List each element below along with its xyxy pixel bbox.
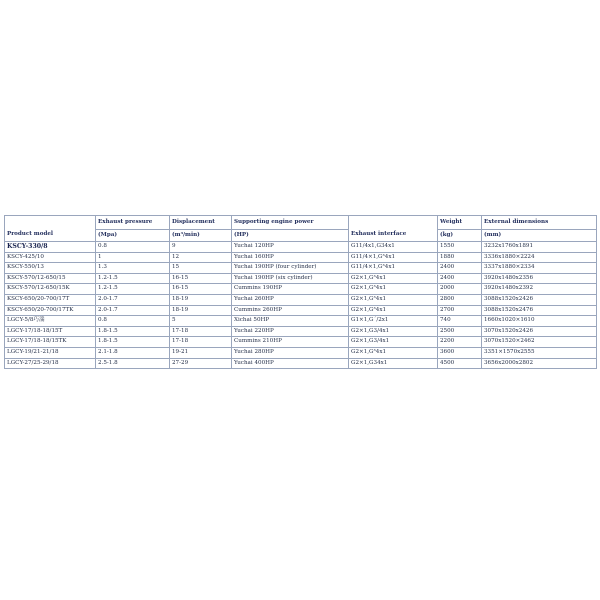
- interface-cell: G2×1,G34x1: [349, 358, 438, 369]
- model-cell: LGCY-19/21-21/18: [5, 347, 96, 358]
- dimensions-cell: 3088x1520x2476: [482, 305, 597, 316]
- pressure-cell: 1.2-1.5: [96, 284, 170, 295]
- interface-cell: G2×1,G³4x1: [349, 294, 438, 305]
- header-exhaust-pressure: Exhaust pressure: [96, 216, 170, 230]
- dimensions-cell: 3070x1520×2462: [482, 337, 597, 348]
- displacement-cell: 17-18: [170, 337, 232, 348]
- engine-cell: Yuchai 120HP: [232, 242, 349, 253]
- pressure-cell: 1.2-1.5: [96, 273, 170, 284]
- unit-pressure: (Mpa): [96, 230, 170, 242]
- interface-cell: G2×1,G3/4x1: [349, 326, 438, 337]
- table-row: [5, 305, 597, 316]
- engine-cell: Yuchai 260HP: [232, 294, 349, 305]
- table-row: [5, 326, 597, 337]
- spec-table: [4, 215, 597, 369]
- interface-cell: G2×1,G³4x1: [349, 347, 438, 358]
- table-row: [5, 263, 597, 274]
- weight-cell: 4500: [438, 358, 482, 369]
- engine-cell: Cummins 210HP: [232, 337, 349, 348]
- pressure-cell: 2.5-1.8: [96, 358, 170, 369]
- weight-cell: 2700: [438, 305, 482, 316]
- displacement-cell: 16-15: [170, 284, 232, 295]
- table-header-row: [5, 216, 597, 230]
- weight-cell: 1550: [438, 242, 482, 253]
- weight-cell: 2200: [438, 337, 482, 348]
- model-cell: LGCY-5/8巧湍: [5, 316, 96, 327]
- engine-cell: Yuchai 400HP: [232, 358, 349, 369]
- displacement-cell: 17-18: [170, 326, 232, 337]
- dimensions-cell: 3336x1880×2224: [482, 252, 597, 263]
- pressure-cell: 2.0-1.7: [96, 294, 170, 305]
- table-row: [5, 347, 597, 358]
- displacement-cell: 16-15: [170, 273, 232, 284]
- model-cell: KSCY-330/8: [5, 242, 96, 253]
- weight-cell: 2400: [438, 263, 482, 274]
- table-row: [5, 358, 597, 369]
- table-row: [5, 252, 597, 263]
- model-cell: KSCY-570/12-650/15K: [5, 284, 96, 295]
- pressure-cell: 1: [96, 252, 170, 263]
- dimensions-cell: 3232x1760x1891: [482, 242, 597, 253]
- model-cell: KSCY-570/12-650/15: [5, 273, 96, 284]
- model-cell: LGCY-17/18-18/15T: [5, 326, 96, 337]
- model-cell: KSCY-650/20-700/17TK: [5, 305, 96, 316]
- interface-cell: G2×1,G³4x1: [349, 284, 438, 295]
- table-row: [5, 294, 597, 305]
- displacement-cell: 19-21: [170, 347, 232, 358]
- interface-cell: G11/4x1,G34x1: [349, 242, 438, 253]
- displacement-cell: 12: [170, 252, 232, 263]
- dimensions-cell: 3351×1570x2555: [482, 347, 597, 358]
- dimensions-cell: 3920x1480x2356: [482, 273, 597, 284]
- weight-cell: 3600: [438, 347, 482, 358]
- displacement-cell: 15: [170, 263, 232, 274]
- engine-cell: Cummins 190HP: [232, 284, 349, 295]
- displacement-cell: 9: [170, 242, 232, 253]
- interface-cell: G11/4×1,G³4x1: [349, 252, 438, 263]
- engine-cell: Yuchai 220HP: [232, 326, 349, 337]
- displacement-cell: 18-19: [170, 294, 232, 305]
- dimensions-cell: 3070x1520x2426: [482, 326, 597, 337]
- model-cell: KSCY-425/10: [5, 252, 96, 263]
- pressure-cell: 0.8: [96, 316, 170, 327]
- header-dimensions: External dimensions: [482, 216, 597, 230]
- header-exhaust-interface: Exhaust interface: [349, 216, 438, 242]
- unit-weight: (kg): [438, 230, 482, 242]
- weight-cell: 2500: [438, 326, 482, 337]
- header-product-model: Product model: [5, 216, 96, 242]
- engine-cell: Yuchai 190HP (four cylinder): [232, 263, 349, 274]
- weight-cell: 2800: [438, 294, 482, 305]
- displacement-cell: 18-19: [170, 305, 232, 316]
- unit-engine-power: (HP): [232, 230, 349, 242]
- table-row: [5, 273, 597, 284]
- engine-cell: Xichai 50HP: [232, 316, 349, 327]
- interface-cell: G2×1,G³4x1: [349, 273, 438, 284]
- engine-cell: Yuchai 190HP (six cylinder): [232, 273, 349, 284]
- model-cell: KSCY-650/20-700/17T: [5, 294, 96, 305]
- engine-cell: Yuchai 280HP: [232, 347, 349, 358]
- weight-cell: 740: [438, 316, 482, 327]
- model-cell: LGCY-17/18-18/15TK: [5, 337, 96, 348]
- weight-cell: 1880: [438, 252, 482, 263]
- table-row: [5, 316, 597, 327]
- pressure-cell: 1.8-1.5: [96, 326, 170, 337]
- table-row: [5, 284, 597, 295]
- unit-dimensions: (mm): [482, 230, 597, 242]
- header-weight: Weight: [438, 216, 482, 230]
- engine-cell: Yuchai 160HP: [232, 252, 349, 263]
- interface-cell: G2×1,G3/4x1: [349, 337, 438, 348]
- dimensions-cell: 3920x1480x2392: [482, 284, 597, 295]
- dimensions-cell: 3088x1520x2426: [482, 294, 597, 305]
- pressure-cell: 1.8-1.5: [96, 337, 170, 348]
- interface-cell: G2×1,G³4x1: [349, 305, 438, 316]
- unit-displacement: (m³/min): [170, 230, 232, 242]
- header-engine-power: Supporting engine power: [232, 216, 349, 230]
- dimensions-cell: 3656x2000x2802: [482, 358, 597, 369]
- displacement-cell: 5: [170, 316, 232, 327]
- weight-cell: 2400: [438, 273, 482, 284]
- pressure-cell: 2.0-1.7: [96, 305, 170, 316]
- pressure-cell: 0.8: [96, 242, 170, 253]
- pressure-cell: 2.1-1.8: [96, 347, 170, 358]
- displacement-cell: 27-29: [170, 358, 232, 369]
- interface-cell: G1×1,G´/2x1: [349, 316, 438, 327]
- pressure-cell: 1.3: [96, 263, 170, 274]
- dimensions-cell: 1660x1020×1610: [482, 316, 597, 327]
- interface-cell: G11/4×1,G³4x1: [349, 263, 438, 274]
- model-cell: KSCY-550/13: [5, 263, 96, 274]
- weight-cell: 2000: [438, 284, 482, 295]
- table-row: [5, 337, 597, 348]
- header-displacement: Displacement: [170, 216, 232, 230]
- model-cell: LGCY-27/25-29/18: [5, 358, 96, 369]
- dimensions-cell: 3337x1880×2334: [482, 263, 597, 274]
- table-row: [5, 242, 597, 253]
- engine-cell: Cummins 260HP: [232, 305, 349, 316]
